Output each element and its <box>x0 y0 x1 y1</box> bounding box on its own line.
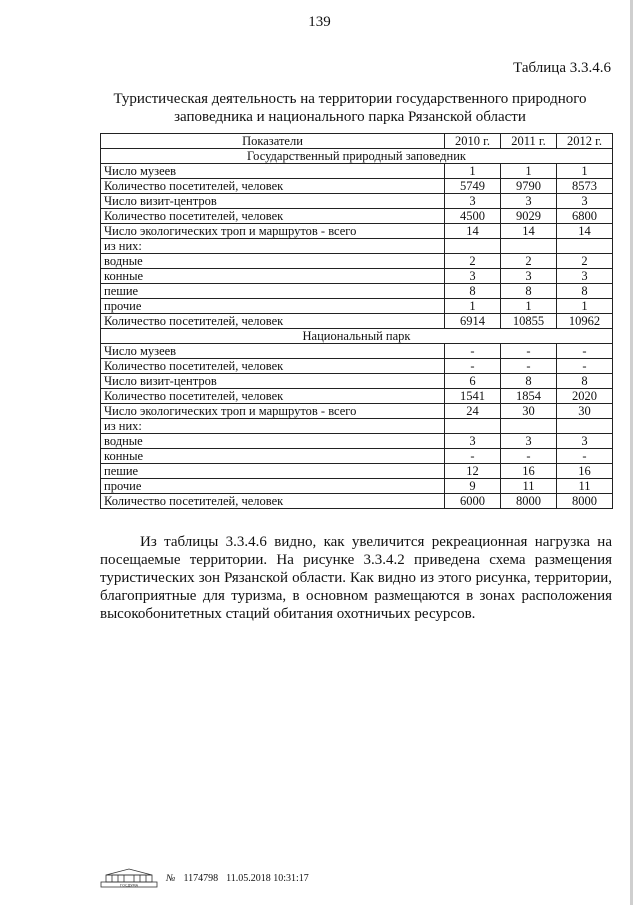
value-2011: - <box>501 344 557 359</box>
header-2010: 2010 г. <box>445 134 501 149</box>
value-2010: 1 <box>445 164 501 179</box>
value-2010: 12 <box>445 464 501 479</box>
value-2010: 3 <box>445 434 501 449</box>
value-2011: 10855 <box>501 314 557 329</box>
value-2012: - <box>557 344 613 359</box>
row-label: Количество посетителей, человек <box>101 314 445 329</box>
table-row <box>101 179 613 194</box>
value-2011: 3 <box>501 434 557 449</box>
value-2011 <box>501 239 557 254</box>
row-label: Число визит-центров <box>101 194 445 209</box>
row-label: Число музеев <box>101 164 445 179</box>
value-2012: 8573 <box>557 179 613 194</box>
value-2012: 2020 <box>557 389 613 404</box>
table-row <box>101 359 613 374</box>
value-2011: 3 <box>501 194 557 209</box>
value-2012 <box>557 239 613 254</box>
table-row <box>101 299 613 314</box>
document-number: 1174798 <box>183 872 219 884</box>
table-row <box>101 419 613 434</box>
header-indicator: Показатели <box>101 134 445 149</box>
row-label: Количество посетителей, человек <box>101 494 445 509</box>
row-label: прочие <box>101 479 445 494</box>
value-2011: 30 <box>501 404 557 419</box>
table-row <box>101 254 613 269</box>
value-2010: 3 <box>445 269 501 284</box>
value-2011: 8 <box>501 284 557 299</box>
value-2011: 2 <box>501 254 557 269</box>
row-label: Количество посетителей, человек <box>101 389 445 404</box>
row-label: Число экологических троп и маршрутов - всего <box>101 404 445 419</box>
stamp-text: ГОСДУМА <box>119 883 139 888</box>
value-2011: 9790 <box>501 179 557 194</box>
row-label: водные <box>101 254 445 269</box>
header-2012: 2012 г. <box>557 134 613 149</box>
table-section-row <box>101 329 613 344</box>
value-2010: 3 <box>445 194 501 209</box>
table-section-row <box>101 149 613 164</box>
row-label: Количество посетителей, человек <box>101 209 445 224</box>
value-2011: 8 <box>501 374 557 389</box>
value-2012: 3 <box>557 269 613 284</box>
table-body <box>101 149 613 509</box>
section-title: Государственный природный заповедник <box>101 149 613 164</box>
row-label: Число визит-центров <box>101 374 445 389</box>
value-2012: 30 <box>557 404 613 419</box>
value-2012: 3 <box>557 194 613 209</box>
value-2011: 3 <box>501 269 557 284</box>
scan-edge <box>630 0 633 905</box>
value-2010: 24 <box>445 404 501 419</box>
table-row <box>101 209 613 224</box>
value-2011: - <box>501 449 557 464</box>
table-header-row <box>101 134 613 149</box>
value-2010: 4500 <box>445 209 501 224</box>
table-row <box>101 449 613 464</box>
value-2010: - <box>445 359 501 374</box>
value-2012: 6800 <box>557 209 613 224</box>
value-2010: 6000 <box>445 494 501 509</box>
value-2010: 9 <box>445 479 501 494</box>
value-2010: - <box>445 449 501 464</box>
table-label: Таблица 3.3.4.6 <box>513 60 611 76</box>
number-mark: № <box>166 872 176 884</box>
value-2010: 1 <box>445 299 501 314</box>
value-2011: 1 <box>501 299 557 314</box>
value-2012: 3 <box>557 434 613 449</box>
value-2012: 10962 <box>557 314 613 329</box>
body-paragraph: Из таблицы 3.3.4.6 видно, как увеличится рекреационная нагрузка на посещаемые территории. На рисунке 3.3.4.2 приведена схема размещения туристических зон Рязанской области. Как видно из этого рисунка, территории, благоприятные для туризма, в основном размещаются в зонах расположения высокобонитетных стаций обитания охотничьих ресурсов. <box>100 534 612 622</box>
header-2011: 2011 г. <box>501 134 557 149</box>
table-row <box>101 269 613 284</box>
table-row <box>101 464 613 479</box>
value-2012: 2 <box>557 254 613 269</box>
table-row <box>101 404 613 419</box>
row-label: из них: <box>101 239 445 254</box>
table-row <box>101 314 613 329</box>
value-2011: 14 <box>501 224 557 239</box>
value-2011: 8000 <box>501 494 557 509</box>
value-2012 <box>557 419 613 434</box>
row-label: Количество посетителей, человек <box>101 179 445 194</box>
row-label: конные <box>101 269 445 284</box>
table-row <box>101 284 613 299</box>
tourism-table <box>100 133 613 509</box>
value-2012: 16 <box>557 464 613 479</box>
row-label: Число экологических троп и маршрутов - всего <box>101 224 445 239</box>
value-2011: 1 <box>501 164 557 179</box>
table-row <box>101 374 613 389</box>
row-label: конные <box>101 449 445 464</box>
government-building-icon <box>100 868 158 888</box>
table-row <box>101 164 613 179</box>
value-2010 <box>445 239 501 254</box>
value-2010: 6 <box>445 374 501 389</box>
table-row <box>101 494 613 509</box>
value-2010: 2 <box>445 254 501 269</box>
table-title: Туристическая деятельность на территории государственного природного заповедника и национального парка Рязанской области <box>113 91 587 125</box>
footer <box>100 868 309 888</box>
value-2010: 1541 <box>445 389 501 404</box>
page-number: 139 <box>308 14 331 30</box>
value-2010: - <box>445 344 501 359</box>
table-row <box>101 194 613 209</box>
row-label: пешие <box>101 464 445 479</box>
value-2010 <box>445 419 501 434</box>
table-row <box>101 224 613 239</box>
value-2010: 5749 <box>445 179 501 194</box>
table-row <box>101 344 613 359</box>
table-row <box>101 239 613 254</box>
value-2012: - <box>557 359 613 374</box>
value-2012: 8 <box>557 284 613 299</box>
row-label: пешие <box>101 284 445 299</box>
value-2010: 6914 <box>445 314 501 329</box>
document-datetime: 11.05.2018 10:31:17 <box>226 872 309 884</box>
value-2010: 8 <box>445 284 501 299</box>
value-2012: 8 <box>557 374 613 389</box>
value-2012: 8000 <box>557 494 613 509</box>
value-2010: 14 <box>445 224 501 239</box>
value-2011: - <box>501 359 557 374</box>
value-2011: 16 <box>501 464 557 479</box>
row-label: Количество посетителей, человек <box>101 359 445 374</box>
table-row <box>101 389 613 404</box>
value-2012: 11 <box>557 479 613 494</box>
table-row <box>101 434 613 449</box>
value-2011 <box>501 419 557 434</box>
row-label: из них: <box>101 419 445 434</box>
row-label: прочие <box>101 299 445 314</box>
value-2011: 11 <box>501 479 557 494</box>
value-2012: - <box>557 449 613 464</box>
table-row <box>101 479 613 494</box>
value-2011: 9029 <box>501 209 557 224</box>
value-2012: 1 <box>557 164 613 179</box>
row-label: Число музеев <box>101 344 445 359</box>
value-2012: 14 <box>557 224 613 239</box>
value-2011: 1854 <box>501 389 557 404</box>
value-2012: 1 <box>557 299 613 314</box>
row-label: водные <box>101 434 445 449</box>
section-title: Национальный парк <box>101 329 613 344</box>
